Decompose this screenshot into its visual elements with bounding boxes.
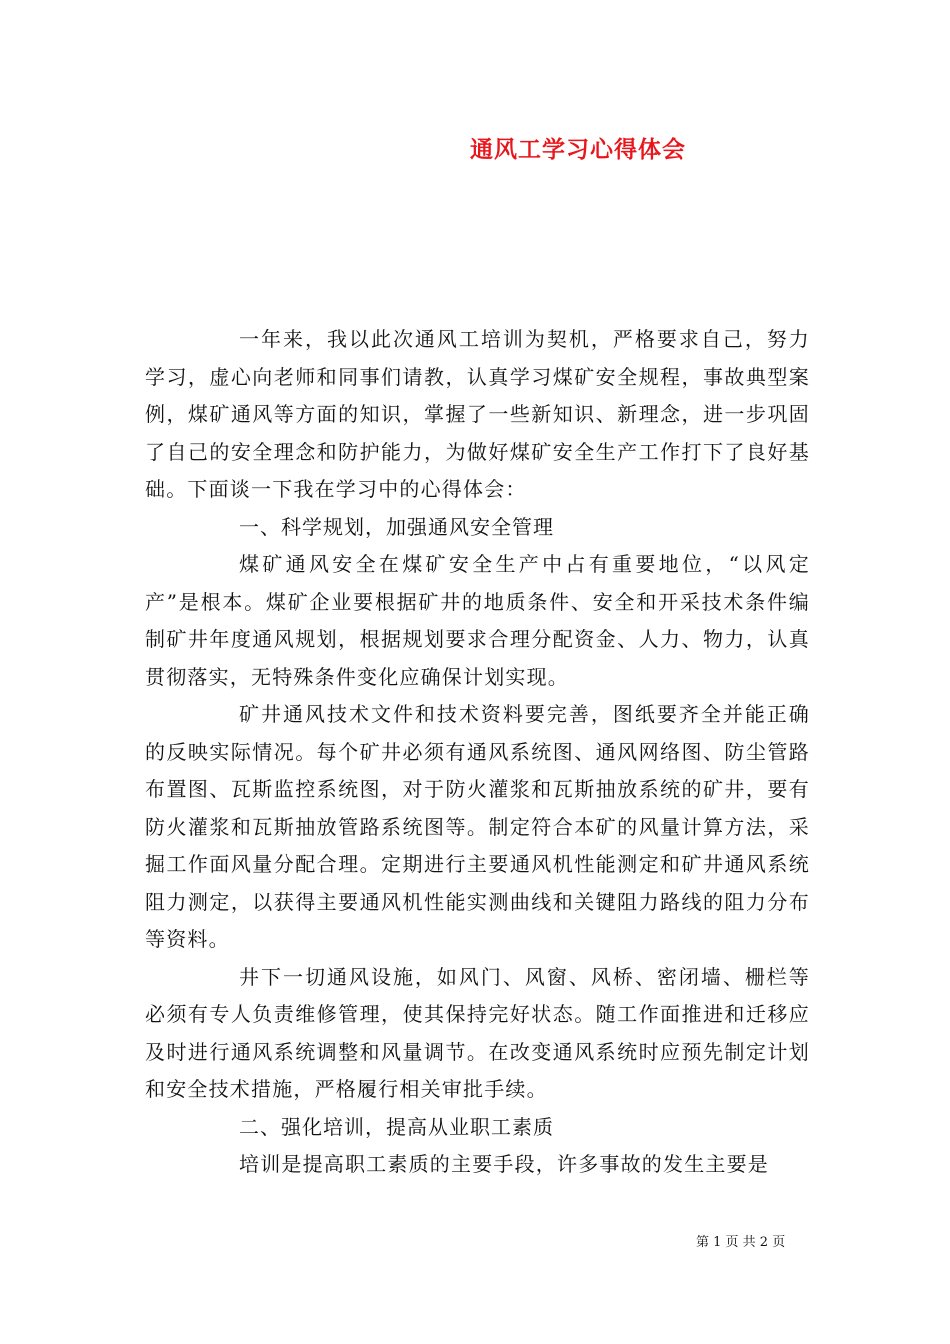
paragraph-training: 培训是提高职工素质的主要手段，许多事故的发生主要是	[239, 1152, 769, 1176]
section-heading-2: 二、强化培训，提高从业职工素质	[239, 1114, 554, 1139]
paragraph-technical-documents: 矿井通风技术文件和技术资料要完善，图纸要齐全并能正确的反映实际情况。每个矿井必须有通风系统图、通风网络图、防尘管路布置图、瓦斯监控系统图，对于防火灌浆和瓦斯抽放系统的矿井，要有防火灌浆和瓦斯抽放管路系统图等。制定符合本矿的风量计算方法，采掘工作面风量分配合理。定期进行主要通风机性能测定和矿井通风系统阻力测定，以获得主要通风机性能实测曲线和关键阻力路线的阻力分布等资料。	[145, 702, 810, 951]
page-footer: 第 1 页 共 2 页	[696, 1235, 786, 1250]
paragraph-ventilation-facilities: 井下一切通风设施，如风门、风窗、风桥、密闭墙、栅栏等必须有专人负责维修管理，使其保持完好状态。随工作面推进和迁移应及时进行通风系统调整和风量调节。在改变通风系统时应预先制定计划和安全技术措施，严格履行相关审批手续。	[145, 964, 810, 1101]
document-body	[145, 321, 810, 1184]
document-title: 通风工学习心得体会	[470, 136, 686, 163]
section-heading-1: 一、科学规划，加强通风安全管理	[239, 514, 554, 539]
paragraph-intro: 一年来，我以此次通风工培训为契机，严格要求自己，努力学习，虚心向老师和同事们请教，认真学习煤矿安全规程，事故典型案例，煤矿通风等方面的知识，掌握了一些新知识、新理念，进一步巩固了自己的安全理念和防护能力，为做好煤矿安全生产工作打下了良好基础。下面谈一下我在学习中的心得体会：	[145, 327, 810, 501]
paragraph-ventilation-planning: 煤矿通风安全在煤矿安全生产中占有重要地位，“以风定产”是根本。煤矿企业要根据矿井的地质条件、安全和开采技术条件编制矿井年度通风规划，根据规划要求合理分配资金、人力、物力，认真贯彻落实，无特殊条件变化应确保计划实现。	[145, 552, 810, 689]
